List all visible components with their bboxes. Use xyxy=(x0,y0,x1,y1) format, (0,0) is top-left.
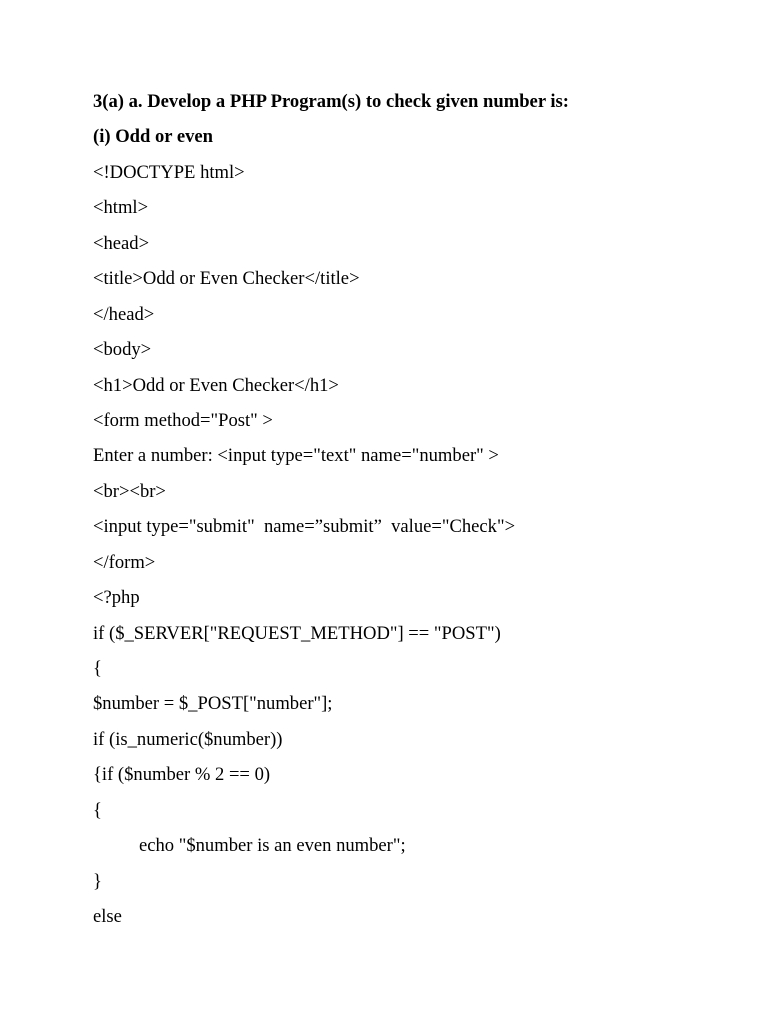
document-body xyxy=(93,86,753,937)
code-line: Enter a number: <input type="text" name="number" > xyxy=(93,445,499,467)
code-line: </head> xyxy=(93,303,155,325)
code-line: <br><br> xyxy=(93,480,166,502)
code-line: { xyxy=(93,799,102,821)
code-line: <input type="submit" name=”submit” value="Check"> xyxy=(93,516,516,538)
code-line: <form method="Post" > xyxy=(93,409,273,431)
code-line: if ($_SERVER["REQUEST_METHOD"] == "POST") xyxy=(93,622,501,644)
code-line: { xyxy=(93,658,102,679)
code-line: <html> xyxy=(93,197,149,219)
code-line: <?php xyxy=(93,587,140,609)
question-heading: 3(a) a. Develop a PHP Program(s) to check given number is: xyxy=(93,91,569,112)
code-line: echo "$number is an even number"; xyxy=(139,835,406,857)
code-line: <title>Odd or Even Checker</title> xyxy=(93,268,360,290)
code-line: if (is_numeric($number)) xyxy=(93,728,283,750)
code-line: {if ($number % 2 == 0) xyxy=(93,764,271,786)
code-line: <h1>Odd or Even Checker</h1> xyxy=(93,374,339,396)
code-line: <head> xyxy=(93,232,150,254)
code-line: </form> xyxy=(93,551,156,573)
code-line: else xyxy=(93,906,122,928)
code-line: <body> xyxy=(93,339,152,361)
code-line: $number = $_POST["number"]; xyxy=(93,693,333,715)
code-line: <!DOCTYPE html> xyxy=(93,161,245,183)
question-subheading: (i) Odd or even xyxy=(93,126,213,148)
code-line: } xyxy=(93,870,102,892)
